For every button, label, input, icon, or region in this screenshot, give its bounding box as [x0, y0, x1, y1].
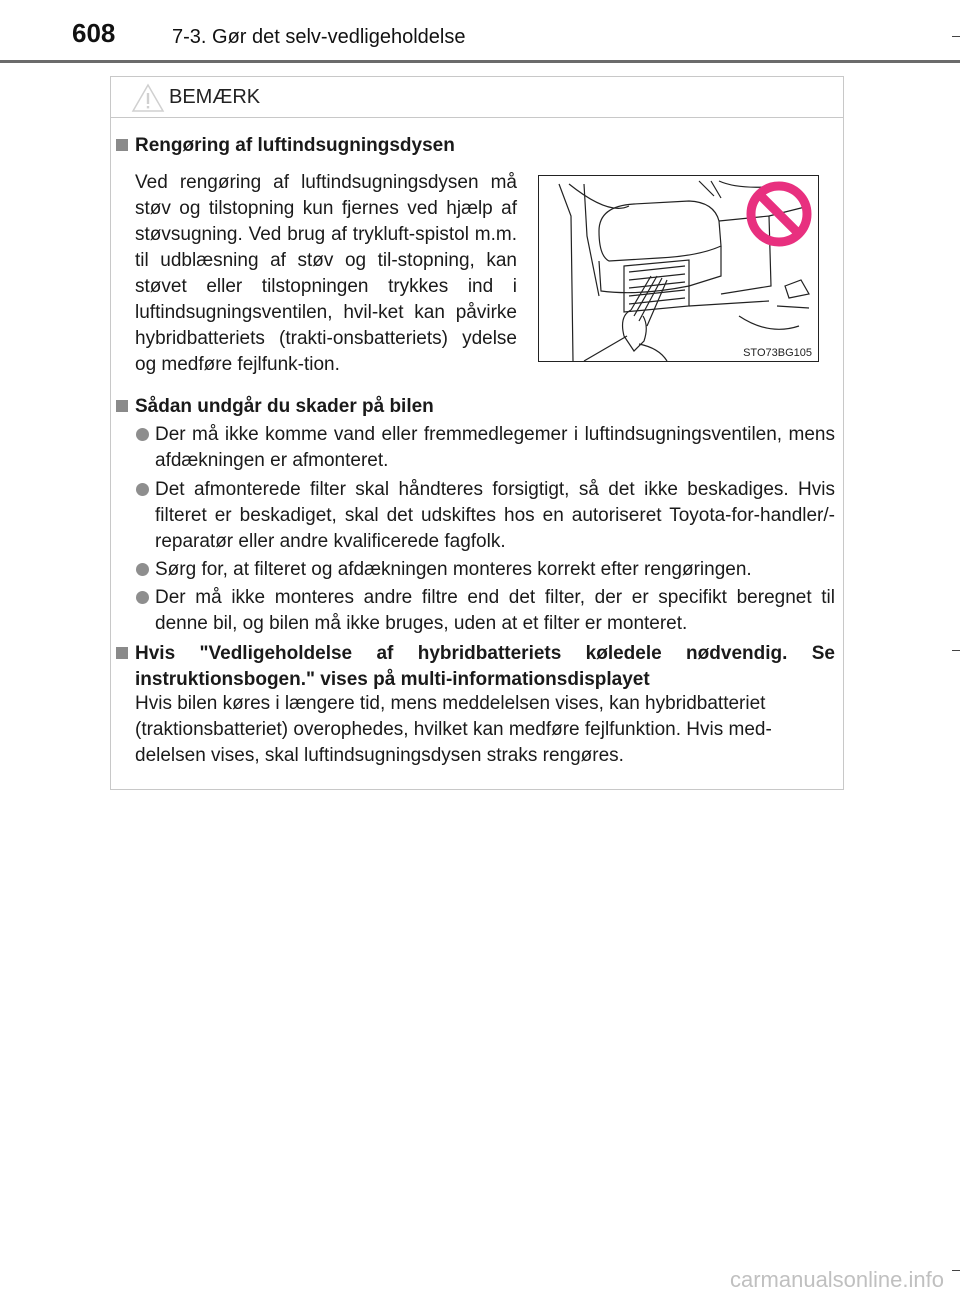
square-bullet-icon: [116, 139, 128, 151]
bullet-text: Der må ikke monteres andre filtre end det filter, der er specifikt beregnet til denne bil, og bilen må ikke bruges, uden at et filter er monteret.: [155, 587, 835, 634]
bullet-text: Det afmonterede filter skal håndteres forsigtigt, så det ikke beskadiges. Hvis filteret er beskadiget, skal det udskiftes hos en autoriseret Toyota-for-handler/-reparatør eller andre kvalificerede fagfolk.: [155, 479, 835, 552]
square-bullet-icon: [116, 400, 128, 412]
section-heading-text: Hvis "Vedligeholdelse af hybridbatteriets køledele nødvendig. Se instruktionsbogen." vises på multi-informationsdisplayet: [135, 643, 835, 690]
bullet-text: Der må ikke komme vand eller fremmedlegemer i luftindsugningsventilen, mens afdækningen er afmonteret.: [155, 424, 835, 471]
square-bullet-icon: [116, 647, 128, 659]
warning-triangle-icon: [131, 83, 165, 113]
notice-header: [111, 77, 843, 118]
section-body: Ved rengøring af luftindsugningsdysen må støv og tilstopning kun fjernes ved hjælp af støvsugning. Ved brug af trykluft-spistol m.m. til udblæsning af støv og til-stopning, kan støvet eller tilstopningen trykkes ind i luftindsugningsventilen, hvil-ket kan påvirke hybridbatteriets (trakti-onsbatteriets) ydelse og medføre fejlfunk-tion.: [135, 172, 517, 375]
notice-title: BEMÆRK: [169, 86, 261, 108]
crop-mark: [952, 650, 960, 651]
crop-mark: [952, 1270, 960, 1271]
section-heading-text: Sådan undgår du skader på bilen: [135, 396, 434, 417]
page-number: 608: [72, 18, 116, 48]
circle-bullet-icon: [136, 483, 149, 496]
circle-bullet-icon: [136, 591, 149, 604]
watermark: carmanualsonline.info: [729, 1267, 944, 1292]
crop-mark: [952, 36, 960, 37]
bullet-item: [155, 422, 835, 474]
header-divider: [0, 60, 960, 63]
figure-code: STO73BG105: [743, 347, 812, 359]
section-heading: [135, 133, 535, 159]
bullet-item: [155, 477, 835, 555]
bullet-text: Sørg for, at filteret og afdækningen monteres korrekt efter rengøringen.: [155, 559, 752, 580]
illustration-figure: [538, 175, 819, 362]
bullet-item: [155, 557, 835, 583]
circle-bullet-icon: [136, 563, 149, 576]
section-heading-text: Rengøring af luftindsugningsdysen: [135, 135, 455, 156]
section-heading: [135, 394, 735, 420]
section-title: 7-3. Gør det selv-vedligeholdelse: [172, 26, 466, 48]
vacuum-cleaning-illustration: [539, 176, 818, 361]
section-heading: [135, 641, 835, 693]
prohibited-icon: [751, 186, 807, 242]
circle-bullet-icon: [136, 428, 149, 441]
bullet-item: [155, 585, 835, 637]
section-body: Hvis bilen køres i længere tid, mens meddelelsen vises, kan hybridbatteriet (traktionsbatteriet) overophedes, hvilket kan medføre fejlfunktion. Hvis med-delelsen vises, skal luftindsugningsdysen straks rengøres.: [135, 693, 772, 766]
